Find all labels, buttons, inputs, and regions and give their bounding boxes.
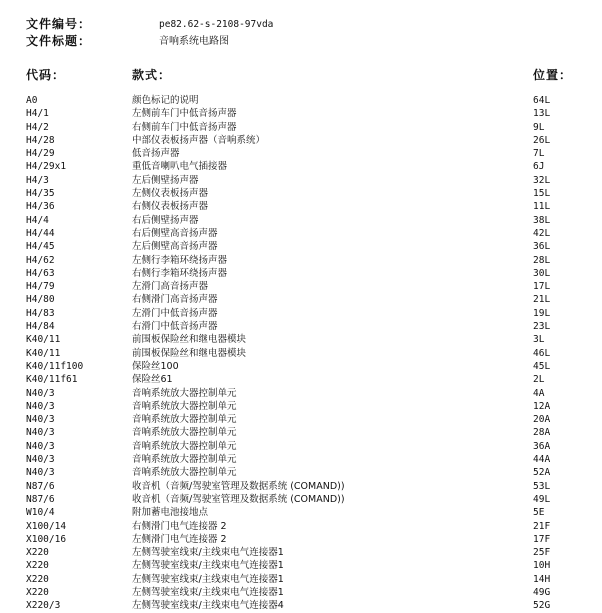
header-model: 款式： (132, 68, 172, 82)
row-code: X100/14 (26, 520, 67, 532)
row-position: 12A (533, 400, 551, 412)
row-position: 32L (533, 174, 551, 186)
row-model: 前围板保险丝和继电器模块 (132, 334, 247, 346)
row-model: 中部仪表板扬声器（音响系统） (132, 134, 266, 146)
row-model: 音响系统放大器控制单元 (132, 414, 237, 426)
table-row (26, 493, 586, 506)
table-row (26, 147, 586, 160)
row-position: 17L (533, 281, 551, 293)
row-position: 64L (533, 95, 551, 106)
table-header (26, 67, 586, 84)
row-model: 音响系统放大器控制单元 (132, 387, 237, 399)
row-model: 右后侧壁扬声器 (132, 214, 199, 226)
row-model: 音响系统放大器控制单元 (132, 467, 237, 479)
row-model: 左侧前车门中低音扬声器 (132, 108, 237, 120)
row-code: H4/80 (26, 294, 55, 306)
table-row (26, 347, 586, 360)
row-position: 42L (533, 227, 551, 239)
table-row (26, 307, 586, 320)
row-position: 30L (533, 267, 551, 279)
doc-title-row (26, 33, 586, 50)
row-code: H4/84 (26, 321, 55, 333)
row-code: H4/4 (26, 214, 49, 226)
row-code: H4/35 (26, 188, 55, 200)
table-row (26, 227, 586, 240)
table-row (26, 480, 586, 493)
table-row (26, 94, 586, 107)
header-code: 代码： (26, 68, 66, 82)
row-model: 左侧行李箱环绕扬声器 (132, 254, 228, 266)
row-model: 右侧行李箱环绕扬声器 (132, 267, 228, 279)
row-model: 左侧滑门电气连接器 2 (132, 533, 227, 545)
row-model: 低音扬声器 (132, 148, 180, 160)
row-code: H4/83 (26, 307, 55, 319)
row-code: K40/11 (26, 347, 61, 359)
row-position: 49G (533, 586, 551, 598)
row-model: 右侧滑门电气连接器 2 (132, 520, 227, 532)
table-row (26, 520, 586, 533)
row-position: 53L (533, 480, 551, 492)
row-model: 颜色标记的说明 (132, 95, 199, 106)
table-row (26, 453, 586, 466)
row-model: 右侧前车门中低音扬声器 (132, 121, 237, 133)
doc-title-label: 文件标题： (26, 34, 92, 48)
row-model: 左后侧壁扬声器 (132, 174, 199, 186)
row-position: 13L (533, 108, 551, 120)
table-row (26, 293, 586, 306)
table-row (26, 360, 586, 373)
table-row (26, 107, 586, 120)
row-model: 音响系统放大器控制单元 (132, 400, 237, 412)
row-position: 7L (533, 148, 545, 160)
table-row (26, 254, 586, 267)
row-code: H4/44 (26, 227, 55, 239)
row-model: 右侧仪表板扬声器 (132, 201, 209, 213)
row-position: 52G (533, 600, 551, 612)
row-code: K40/11f100 (26, 360, 84, 372)
row-position: 14H (533, 573, 551, 585)
row-code: H4/62 (26, 254, 55, 266)
row-position: 10H (533, 560, 551, 572)
table-row (26, 599, 586, 612)
row-code: H4/2 (26, 121, 49, 133)
row-model: 附加蓄电池接地点 (132, 507, 209, 519)
row-position: 9L (533, 121, 545, 133)
row-position: 20A (533, 414, 551, 426)
row-position: 21L (533, 294, 551, 306)
table-row (26, 280, 586, 293)
row-model: 左滑门高音扬声器 (132, 281, 209, 293)
row-position: 44A (533, 454, 551, 466)
row-model: 右滑门中低音扬声器 (132, 321, 218, 333)
row-code: A0 (26, 95, 38, 106)
row-model: 重低音喇叭电气插接器 (132, 161, 228, 173)
row-model: 左后侧壁高音扬声器 (132, 241, 218, 253)
row-position: 5E (533, 507, 545, 519)
doc-title-value: 音响系统电路图 (159, 36, 229, 47)
doc-number-row (26, 16, 586, 33)
table-row (26, 426, 586, 439)
row-position: 28L (533, 254, 551, 266)
table-row (26, 533, 586, 546)
table-row (26, 267, 586, 280)
row-code: H4/36 (26, 201, 55, 213)
row-position: 11L (533, 201, 551, 213)
row-code: N40/3 (26, 454, 55, 466)
row-code: K40/11 (26, 334, 61, 346)
row-model: 左侧仪表板扬声器 (132, 188, 209, 200)
doc-number-value: pe82.62-s-2108-97vda (159, 19, 274, 30)
table-row (26, 373, 586, 386)
row-code: H4/79 (26, 281, 55, 293)
row-model: 音响系统放大器控制单元 (132, 427, 237, 439)
table-row (26, 506, 586, 519)
row-position: 26L (533, 134, 551, 146)
row-position: 46L (533, 347, 551, 359)
row-model: 右后侧壁高音扬声器 (132, 227, 218, 239)
row-position: 23L (533, 321, 551, 333)
row-code: X220 (26, 560, 49, 572)
document-meta (26, 16, 586, 50)
table-row (26, 573, 586, 586)
row-position: 45L (533, 360, 551, 372)
table-row (26, 160, 586, 173)
row-code: N87/6 (26, 480, 55, 492)
row-position: 49L (533, 493, 551, 505)
row-model: 音响系统放大器控制单元 (132, 440, 237, 452)
row-code: H4/45 (26, 241, 55, 253)
row-code: H4/29 (26, 148, 55, 160)
table-row (26, 134, 586, 147)
row-code: N87/6 (26, 493, 55, 505)
table-row (26, 320, 586, 333)
row-model: 左滑门中低音扬声器 (132, 307, 218, 319)
row-position: 17F (533, 533, 551, 545)
row-position: 6J (533, 161, 545, 173)
row-position: 2L (533, 374, 545, 386)
row-model: 前围板保险丝和继电器模块 (132, 347, 247, 359)
table-row (26, 121, 586, 134)
row-code: H4/28 (26, 134, 55, 146)
row-position: 3L (533, 334, 545, 346)
table-row (26, 440, 586, 453)
table-row (26, 466, 586, 479)
row-code: N40/3 (26, 440, 55, 452)
row-code: N40/3 (26, 427, 55, 439)
row-model: 保险丝100 (132, 360, 179, 372)
row-position: 25F (533, 547, 551, 559)
row-code: N40/3 (26, 387, 55, 399)
row-code: H4/3 (26, 174, 49, 186)
row-model: 收音机（音频/驾驶室管理及数据系统 (COMAND)) (132, 493, 345, 505)
row-position: 52A (533, 467, 551, 479)
row-position: 21F (533, 520, 551, 532)
table-row (26, 586, 586, 599)
row-model: 收音机（音频/驾驶室管理及数据系统 (COMAND)) (132, 480, 345, 492)
row-code: X220/3 (26, 600, 61, 612)
doc-number-label: 文件编号： (26, 17, 92, 31)
row-position: 38L (533, 214, 551, 226)
table-row (26, 240, 586, 253)
row-model: 左侧驾驶室线束/主线束电气连接器1 (132, 586, 284, 598)
row-code: X220 (26, 586, 49, 598)
table-row (26, 413, 586, 426)
row-code: H4/29x1 (26, 161, 67, 173)
table-row (26, 174, 586, 187)
row-code: N40/3 (26, 467, 55, 479)
table-row (26, 546, 586, 559)
table-row (26, 333, 586, 346)
row-model: 右侧滑门高音扬声器 (132, 294, 218, 306)
table-row (26, 400, 586, 413)
row-model: 左侧驾驶室线束/主线束电气连接器1 (132, 560, 284, 572)
row-model: 左侧驾驶室线束/主线束电气连接器1 (132, 573, 284, 585)
row-code: X220 (26, 573, 49, 585)
row-model: 保险丝61 (132, 374, 173, 386)
component-table (26, 94, 586, 613)
row-code: H4/63 (26, 267, 55, 279)
row-position: 15L (533, 188, 551, 200)
table-row (26, 387, 586, 400)
row-code: X100/16 (26, 533, 67, 545)
row-code: N40/3 (26, 400, 55, 412)
table-row (26, 559, 586, 572)
row-code: N40/3 (26, 414, 55, 426)
row-position: 36A (533, 440, 551, 452)
table-row (26, 200, 586, 213)
row-model: 左侧驾驶室线束/主线束电气连接器4 (132, 600, 284, 612)
row-position: 28A (533, 427, 551, 439)
row-code: X220 (26, 547, 49, 559)
row-code: K40/11f61 (26, 374, 78, 386)
row-code: H4/1 (26, 108, 49, 120)
row-model: 音响系统放大器控制单元 (132, 454, 237, 466)
row-position: 19L (533, 307, 551, 319)
header-position: 位置： (533, 68, 573, 82)
table-row (26, 187, 586, 200)
row-model: 左侧驾驶室线束/主线束电气连接器1 (132, 547, 284, 559)
row-position: 36L (533, 241, 551, 253)
table-row (26, 214, 586, 227)
row-position: 4A (533, 387, 545, 399)
row-code: W10/4 (26, 507, 55, 519)
